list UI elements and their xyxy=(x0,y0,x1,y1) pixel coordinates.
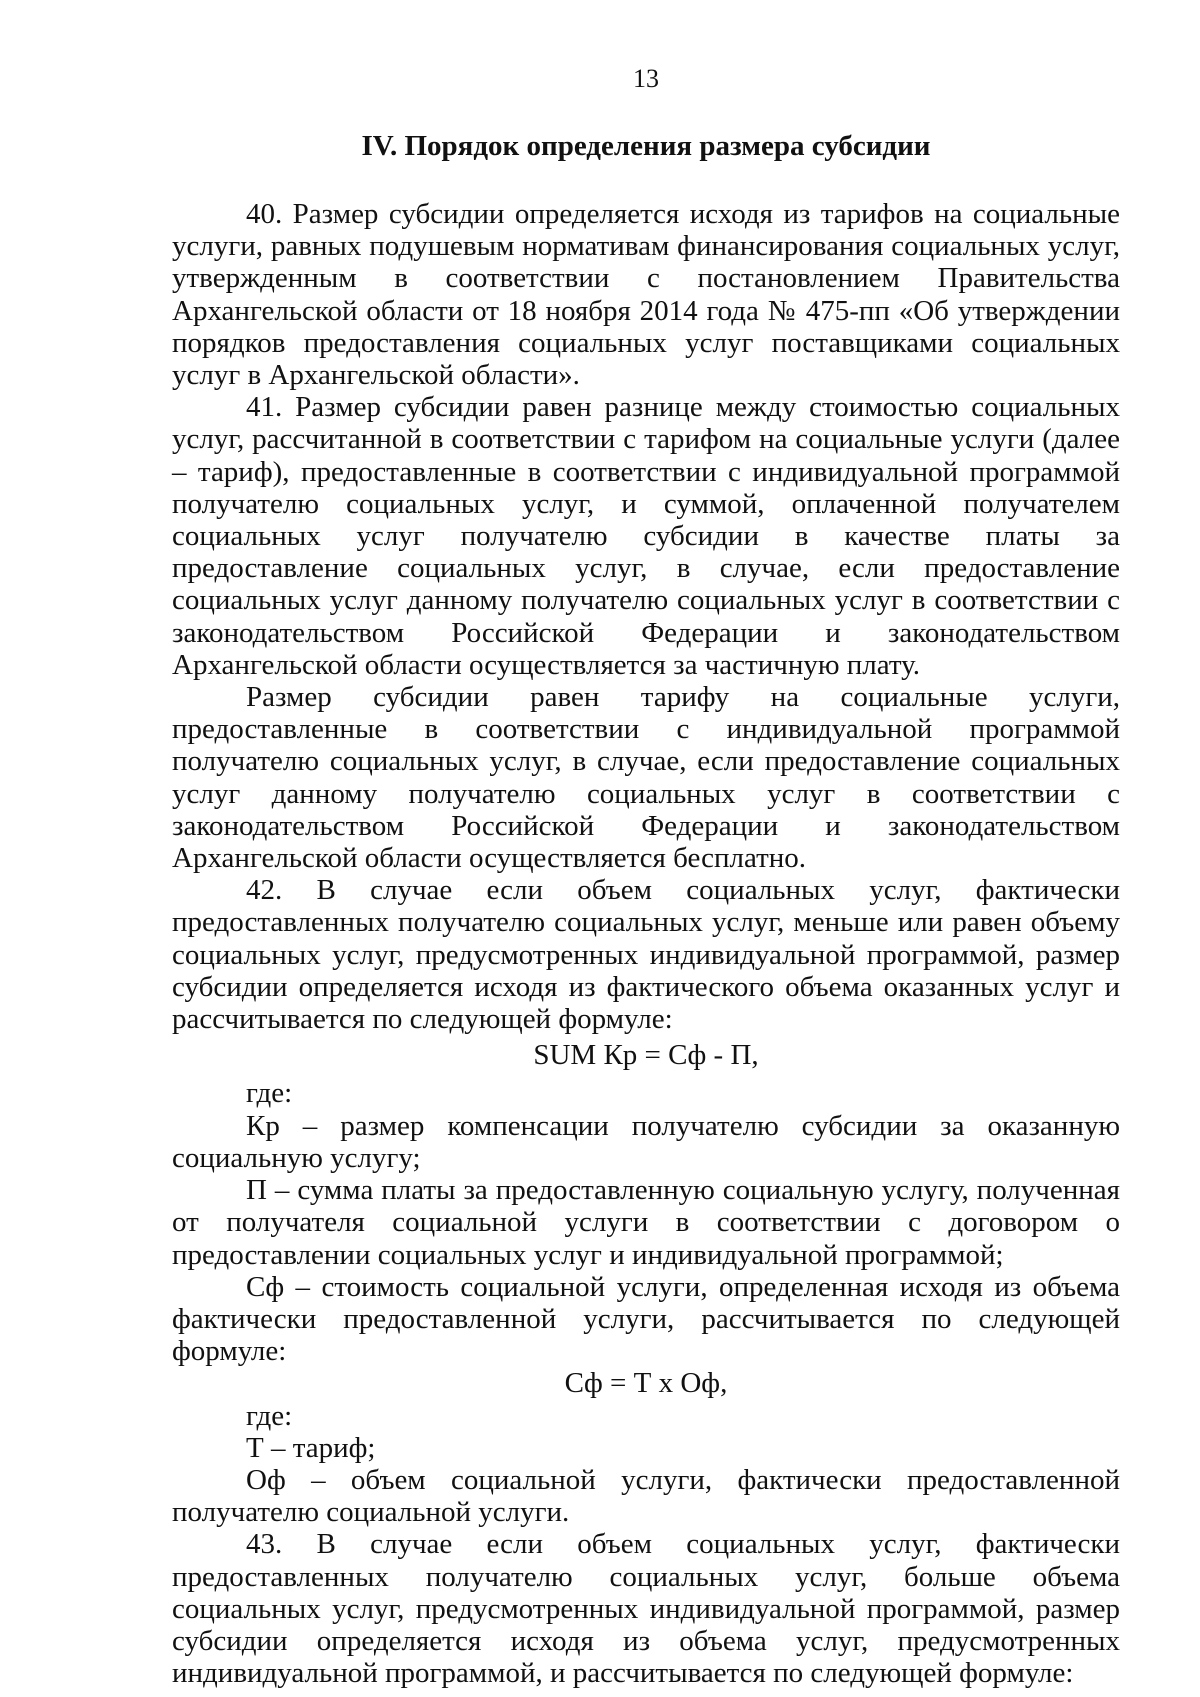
paragraph-41-free: Размер субсидии равен тарифу на социальные услуги, предоставленные в соответствии с индивидуальной программой получателю социальных услуг, в случае, если предоставление социальных услуг данному получателю социальных услуг в соответствии с законодательством Российской Федерации и законодательством Архангельской области осуществляется бесплатно. xyxy=(172,681,1120,875)
definition-sf: Сф – стоимость социальной услуги, определенная исходя из объема фактически предоставленной услуги, рассчитывается по следующей формуле: xyxy=(172,1270,1120,1368)
section-title: IV. Порядок определения размера субсидии xyxy=(361,130,931,162)
definition-kr: Кр – размер компенсации получателю субсидии за оказанную социальную услугу; xyxy=(172,1109,1120,1174)
definition-p: П – сумма платы за предоставленную социальную услугу, полученная от получателя социальной услуги в соответствии с договором о предоставлении социальных услуг и индивидуальной программой; xyxy=(172,1174,1120,1271)
where-label: где: xyxy=(246,1077,293,1110)
paragraph-40: 40. Размер субсидии определяется исходя из тарифов на социальные услуги, равных подушевым нормативам финансирования социальных услуг, утвержденным в соответствии с постановлением Правительства Архангельской области от 18 ноября 2014 года № 475-пп «Об утверждении порядков предоставления социальных услуг поставщиками социальных услуг в Архангельской области». xyxy=(172,198,1120,392)
formula-sum-kr: SUM Кр = Сф - П, xyxy=(533,1039,759,1072)
document-page xyxy=(172,64,1120,1689)
paragraph-43: 43. В случае если объем социальных услуг, фактически предоставленных получателю социальных услуг, больше объема социальных услуг, предусмотренных индивидуальной программой, размер субсидии определяется исходя из объема услуг, предусмотренных индивидуальной программой, и рассчитывается по следующей формуле: xyxy=(172,1528,1120,1690)
paragraph-42: 42. В случае если объем социальных услуг, фактически предоставленных получателю социальных услуг, меньше или равен объему социальных услуг, предусмотренных индивидуальной программой, размер субсидии определяется исходя из фактического объема оказанных услуг и рассчитывается по следующей формуле: xyxy=(172,874,1120,1036)
where-label-2: где: xyxy=(246,1399,293,1432)
formula-sf: Сф = Т х Оф, xyxy=(564,1367,728,1400)
paragraph-41: 41. Размер субсидии равен разнице между стоимостью социальных услуг, рассчитанной в соответствии с тарифом на социальные услуги (далее – тариф), предоставленные в соответствии с индивидуальной программой получателю социальных услуг, и суммой, оплаченной получателем социальных услуг получателю субсидии в качестве платы за предоставление социальных услуг, в случае, если предоставление социальных услуг данному получателю социальных услуг в соответствии с законодательством Российской Федерации и законодательством Архангельской области осуществляется за частичную плату. xyxy=(172,391,1120,681)
page-number: 13 xyxy=(633,64,659,93)
definition-of: Оф – объем социальной услуги, фактически предоставленной получателю социальной услуги. xyxy=(172,1463,1120,1529)
definition-t: Т – тариф; xyxy=(246,1431,376,1464)
